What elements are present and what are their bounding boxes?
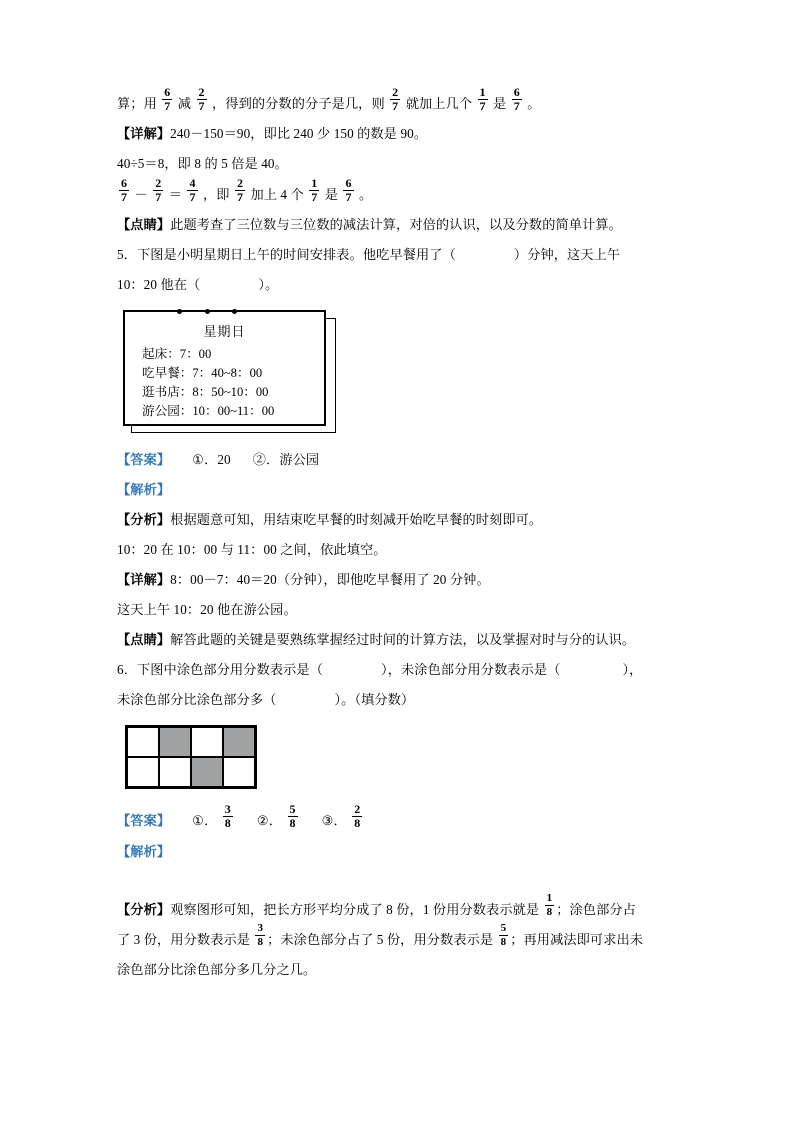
- fraction-2-7-eq: [153, 177, 163, 204]
- fraction-denominator: 7: [392, 98, 399, 113]
- fraction-numerator: 2: [354, 802, 361, 817]
- fraction-numerator: 3: [224, 802, 231, 817]
- fraction-grid-figure: [125, 725, 257, 789]
- fraction-numerator: 1: [546, 892, 553, 905]
- schedule-row: 起床：7：00: [142, 347, 212, 362]
- analysis-label: 【解析】: [117, 482, 171, 498]
- q6-answer-index-3: ③．: [321, 813, 347, 829]
- q4-eq-text-c: 是: [324, 187, 339, 203]
- q4-eq-text-a: ，即: [202, 187, 230, 203]
- fraction-denominator: 7: [164, 98, 171, 113]
- q6-fenxi-line-2: [117, 922, 717, 955]
- fraction-2-7-eq-2: [235, 177, 245, 204]
- schedule-title: 星期日: [203, 324, 246, 340]
- q5-stem-a: 下图是小明星期日上午的时间安排表。他吃早餐用了（: [136, 247, 456, 263]
- q6-stem-line-1: [117, 655, 717, 685]
- q6-fenxi-c: 了 3 份，用分数表示是: [117, 931, 251, 947]
- q5-fenxi-line: [117, 505, 717, 535]
- q5-fenxi-text-2: 10：20 在 10：00 与 11：00 之间，依此填空。: [117, 542, 387, 558]
- q4-eq-text-b: 加上 4 个: [250, 187, 304, 203]
- q4-stem-tail-line: [117, 85, 717, 119]
- fraction-numerator: 2: [236, 176, 244, 191]
- q6-fenxi-line-1: [117, 892, 717, 925]
- fenxi-label: 【分析】: [117, 512, 171, 528]
- q5-answer-2: ②．游公园: [252, 452, 320, 468]
- q4-text-a: 算；用: [117, 96, 157, 112]
- q6-analysis-label-line: [117, 837, 717, 867]
- dianjing-label: 【点睛】: [117, 632, 171, 648]
- fraction-numerator: 3: [257, 922, 264, 935]
- grid-cell: [128, 758, 158, 786]
- fraction-denominator: 8: [289, 816, 296, 831]
- fraction-denominator: 7: [155, 189, 162, 204]
- q5-stem-line-1: [117, 240, 717, 270]
- detail-label: 【详解】: [117, 572, 171, 588]
- q5-fenxi-text: 根据题意可知，用结束吃早餐的时刻减开始吃早餐的时刻即可。: [170, 512, 543, 528]
- fraction-6-7-second: [512, 86, 522, 113]
- q4-detail-line-1: [117, 119, 717, 149]
- grid-cell-shaded: [160, 728, 190, 756]
- schedule-card-figure: [123, 310, 338, 435]
- q4-detail-line-2: [117, 149, 717, 179]
- fraction-5-8: [499, 923, 509, 948]
- page-content: [117, 85, 717, 985]
- q6-stem-c: ），: [622, 662, 643, 678]
- q4-detail-text-2: 40÷5＝8，即 8 的 5 倍是 40。: [117, 156, 288, 172]
- fenxi-label: 【分析】: [117, 901, 171, 917]
- q6-fenxi-a: 观察图形可知，把长方形平均分成了 8 份，1 份用分数表示就是: [170, 901, 540, 917]
- q5-answer-line: [117, 445, 717, 475]
- q5-number: 5．: [117, 247, 137, 263]
- q5-stem-b: ）分钟，这天上午: [513, 247, 621, 263]
- fraction-numerator: 2: [198, 85, 205, 99]
- q4-text-c: ，得到的分数的分子是几，则: [212, 96, 385, 112]
- q6-fenxi-d: ；未涂色部分占了 5 份，用分数表示是: [267, 931, 494, 947]
- answer-label: 【答案】: [117, 813, 171, 829]
- fraction-denominator: 7: [311, 189, 318, 204]
- dianjing-label: 【点睛】: [117, 217, 171, 233]
- fraction-numerator: 5: [289, 802, 296, 817]
- analysis-label: 【解析】: [117, 843, 171, 859]
- q6-number: 6．: [117, 662, 137, 678]
- fraction-1-8: [545, 893, 555, 918]
- grid-cell-shaded: [192, 758, 222, 786]
- schedule-row: 游公园：10：00~11：00: [142, 404, 275, 419]
- fraction-numerator: 4: [189, 176, 196, 191]
- q4-equation-line: [117, 176, 717, 210]
- q5-fenxi-line-2: [117, 535, 717, 565]
- fraction-denominator: 8: [354, 816, 361, 831]
- fraction-numerator: 6: [513, 85, 520, 99]
- q4-dianjing-line: [117, 210, 717, 240]
- q6-answer-index-1: ①．: [192, 813, 218, 829]
- q4-detail-text-1: 240－150＝90，即比 240 少 150 的数是 90。: [170, 126, 428, 142]
- q4-text-e: 是: [493, 96, 507, 112]
- fraction-2-7-first: [197, 86, 207, 113]
- fraction-denominator: 8: [224, 816, 231, 831]
- grid-cell-shaded: [224, 728, 254, 756]
- grid-cell: [128, 728, 158, 756]
- fraction-numerator: 6: [164, 85, 171, 99]
- fraction-denominator: 8: [257, 935, 264, 948]
- q5-xiangjie-text-2: 这天上午 10：20 他在游公园。: [117, 602, 297, 618]
- grid-cell: [224, 758, 254, 786]
- q5-stem-line-2: [117, 270, 717, 300]
- q6-answer-index-2: ②．: [256, 813, 283, 829]
- q6-stem-d: 未涂色部分比涂色部分多（: [117, 692, 277, 708]
- q6-stem-line-2: [117, 685, 717, 715]
- grid-cell: [160, 758, 190, 786]
- fraction-denominator: 7: [189, 189, 196, 204]
- q6-stem-b: ），未涂色部分用分数表示是（: [381, 662, 561, 678]
- fraction-4-7-eq: [187, 177, 197, 204]
- answer-label: 【答案】: [117, 452, 171, 468]
- q4-eq-text-d: 。: [358, 187, 373, 203]
- q6-fenxi-e: ；再用减法即可求出未: [510, 931, 644, 947]
- q5-xiangjie-line-2: [117, 595, 717, 625]
- grid-row: [127, 757, 255, 787]
- fraction-6-7-eq-2: [343, 177, 353, 204]
- minus-operator: －: [134, 187, 148, 203]
- fraction-2-7-second: [390, 86, 400, 113]
- q6-fenxi-line-3: [117, 955, 717, 985]
- fraction-numerator: 1: [311, 176, 318, 191]
- fraction-denominator: 7: [513, 98, 520, 113]
- schedule-rows: [142, 345, 324, 421]
- q6-stem-e: ）。（填分数）: [334, 692, 415, 708]
- fraction-5-8-answer: [288, 803, 298, 830]
- q5-stem-c: 10：20 他在（: [117, 277, 201, 293]
- fraction-numerator: 6: [345, 176, 352, 191]
- q4-text-b: 减: [177, 96, 192, 112]
- detail-label: 【详解】: [117, 126, 171, 142]
- fraction-3-8-answer: [223, 803, 233, 830]
- fraction-denominator: 8: [546, 905, 553, 918]
- q5-xiangjie-line: [117, 565, 717, 595]
- q4-dianjing-text: 此题考查了三位数与三位数的减法计算，对倍的认识，以及分数的简单计算。: [170, 217, 622, 233]
- q5-answer-1: ①．20: [192, 452, 231, 468]
- fraction-denominator: 7: [236, 189, 244, 204]
- fraction-denominator: 7: [121, 189, 128, 204]
- fraction-2-8-answer: [352, 803, 362, 830]
- q5-dianjing-line: [117, 625, 717, 655]
- fraction-numerator: 6: [121, 176, 128, 191]
- grid-row: [127, 727, 255, 757]
- fraction-1-7-first: [478, 86, 488, 113]
- fraction-6-7-first: [162, 86, 172, 113]
- fraction-numerator: 2: [155, 176, 162, 191]
- fraction-denominator: 7: [198, 98, 205, 113]
- fraction-numerator: 1: [479, 85, 486, 99]
- q6-fenxi-b: ；涂色部分占: [556, 901, 636, 917]
- schedule-row: 逛书店：8：50~10：00: [142, 385, 269, 400]
- fraction-numerator: 5: [500, 922, 507, 935]
- q5-xiangjie-text: 8：00－7：40＝20（分钟），即他吃早餐用了 20 分钟。: [170, 572, 490, 588]
- fraction-1-7-eq: [309, 177, 319, 204]
- fraction-3-8: [255, 923, 265, 948]
- fraction-numerator: 2: [392, 85, 399, 99]
- fraction-grid-figure-wrap: [117, 725, 717, 791]
- binding-dots-icon: [125, 309, 328, 315]
- q4-text-f: 。: [527, 96, 541, 112]
- schedule-card: [123, 310, 326, 426]
- q5-stem-d: ）。: [258, 277, 279, 293]
- q6-stem-a: 下图中涂色部分用分数表示是（: [136, 662, 324, 678]
- equals-operator: ＝: [168, 187, 183, 203]
- q5-dianjing-text: 解答此题的关键是要熟练掌握经过时间的计算方法，以及掌握对时与分的认识。: [170, 632, 636, 648]
- q4-text-d: 就加上几个: [405, 96, 473, 112]
- fraction-6-7-eq: [119, 177, 129, 204]
- q5-analysis-label-line: [117, 475, 717, 505]
- q6-fenxi-f: 涂色部分比涂色部分多几分之几。: [117, 961, 317, 977]
- q6-answer-line: [117, 802, 717, 836]
- fraction-denominator: 8: [500, 935, 507, 948]
- schedule-row: 吃早餐：7：40~8：00: [142, 366, 263, 381]
- fraction-denominator: 7: [345, 189, 352, 204]
- fraction-denominator: 7: [479, 98, 486, 113]
- grid-cell: [192, 728, 222, 756]
